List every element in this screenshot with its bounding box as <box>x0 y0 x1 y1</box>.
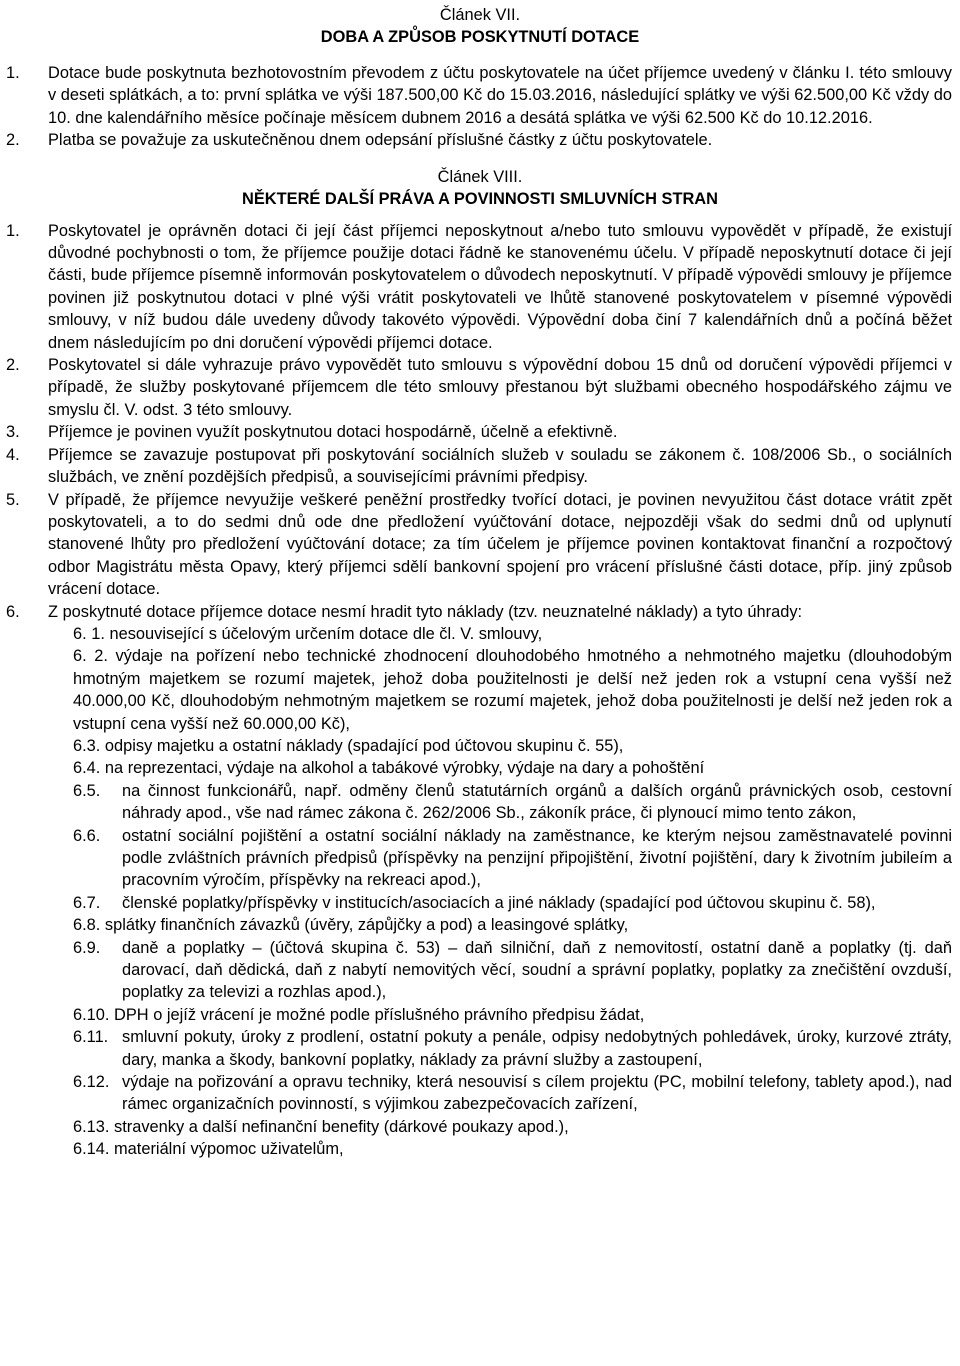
subitem-6-9 <box>0 937 960 1004</box>
item-number: 4. <box>6 445 20 464</box>
item-number: 1. <box>6 64 20 82</box>
subitem-number: 6.9. <box>73 938 101 957</box>
item-text: Příjemce je povinen využít poskytnutou dotaci hospodárně, účelně a efektivně. <box>48 423 618 442</box>
subitem-text: výdaje na pořízení nebo technické zhodnocení dlouhodobého hmotného a nehmotného majetku (dlouhodobým hmotným majetkem se rozumí majetek, jehož doba použitelnosti je delší než jeden rok a vstupní cena vyšší než 40.000,00 Kč, dlouhodobým nehmotným majetkem se rozumí majetek, jehož doba použitelnosti je delší než jeden rok a vstupní cena vyšší než 60.000,00 Kč), <box>73 647 952 733</box>
subitem-6-14 <box>0 1138 960 1160</box>
subitem-text: na činnost funkcionářů, např. odměny členů statutárních orgánů a dalších orgánů právnických osob, cestovní náhrady apod., vše nad rámec zákona č. 262/2006 Sb., zákoník práce, či plynoucí mimo tento zákon, <box>122 781 952 823</box>
article-8-item-5 <box>0 489 960 601</box>
article-8-item-2 <box>0 354 960 421</box>
item-text: V případě, že příjemce nevyužije veškeré peněžní prostředky tvořící dotaci, je povinen nevyužitou část dotace vrátit zpět poskytovateli, a to do sedmi dnů ode dne předložení vyúčtování dotace, nejpozději však do sedmi dnů od uplynutí stanovené lhůty pro předložení vyúčtování dotace; za tím účelem je příjemce povinen kontaktovat finanční a rozpočtový odbor Magistrátu města Opavy, který příjemci sdělí bankovní spojení pro vrácení příslušné části dotace, příp. jiný způsob vrácení dotace. <box>48 490 952 599</box>
item-text: Poskytovatel je oprávněn dotaci či její část příjemci neposkytnout a/nebo tuto smlouvu vypovědět v případě, že existují důvodné pochybnosti o tom, že příjemce použije dotaci řádně ke stanovenému účelu. V případě neposkytnutí dotace či její části, bude příjemce písemně informován poskytovatelem o důvodech neposkytnutí. V případě výpovědi smlouvy je příjemce povinen již poskytnutou dotaci v plné výši vrátit poskytovateli ve lhůtě stanovené poskytovatelem v písemné výpovědi smlouvy, v níž budou dále uvedeny důvody takovéto výpovědi. Výpovědní doba činí 7 kalendářních dnů a počíná běžet dnem následujícím po dni doručení výpovědi příjemci dotace. <box>48 221 952 352</box>
subitem-6-13 <box>0 1116 960 1138</box>
subitem-6-7 <box>0 892 960 914</box>
item-number: 5. <box>6 490 20 509</box>
subitem-6-4 <box>0 757 960 779</box>
item-number: 2. <box>6 131 20 150</box>
subitem-text: DPH o jejíž vrácení je možné podle příslušného právního předpisu žádat, <box>114 1005 645 1024</box>
subitem-text: výdaje na pořizování a opravu techniky, která nesouvisí s cílem projektu (PC, mobilní telefony, tablety apod.), nad rámec organizačních povinností, s výjimkou zabezpečovacích zařízení, <box>122 1073 952 1114</box>
item-text: Platba se považuje za uskutečněnou dnem odepsání příslušné částky z účtu poskytovatele. <box>48 131 713 150</box>
article-8-item-4 <box>0 444 960 489</box>
article-8-title: NĚKTERÉ DALŠÍ PRÁVA A POVINNOSTI SMLUVNÍCH STRAN <box>242 189 718 208</box>
item-number: 3. <box>6 423 20 442</box>
article-7-item-1 <box>0 62 960 129</box>
article-8-label: Článek VIII. <box>437 167 523 186</box>
subitem-6-3 <box>0 735 960 757</box>
item-text: Dotace bude poskytnuta bezhotovostním převodem z účtu poskytovatele na účet příjemce uvedený v článku I. této smlouvy v deseti splátkách, a to: první splátka ve výši 187.500,00 Kč do 15.03.2016, následující splátky ve výši 62.500,00 Kč vždy do 10. dne kalendářního měsíce počínaje měsícem dubnem 2016 a desátá splátka ve výši 62.500 Kč do 10.12.2016. <box>48 64 952 127</box>
article-8-item-3 <box>0 421 960 443</box>
subitem-6-11 <box>0 1026 960 1071</box>
subitem-text: odpisy majetku a ostatní náklady (spadající pod účtovou skupinu č. 55), <box>104 736 624 755</box>
article-7-title: DOBA A ZPŮSOB POSKYTNUTÍ DOTACE <box>320 28 640 46</box>
subitem-number: 6.6. <box>73 826 101 845</box>
subitem-text: daně a poplatky – (účtová skupina č. 53) – daň silniční, daň z nemovitostí, ostatní daně a poplatky (tj. daň darovací, daň dědická, daň z nabytí nemovitých věcí, soudní a správní poplatky, poplatky za znečištění ovzduší, poplatky za televizi a rozhlas apod.), <box>122 938 952 1002</box>
subitem-6-5 <box>0 780 960 825</box>
subitem-text: materiální výpomoc uživatelům, <box>114 1140 344 1159</box>
subitem-6-12 <box>0 1071 960 1116</box>
subitem-text: splátky finančních závazků (úvěry, zápůjčky a pod) a leasingové splátky, <box>104 916 629 935</box>
subitem-number: 6.3. <box>73 736 101 755</box>
article-7-label: Článek VII. <box>439 6 521 24</box>
subitem-number: 6.5. <box>73 781 101 800</box>
subitem-number: 6. 1. <box>73 624 105 643</box>
item-text: Z poskytnuté dotace příjemce dotace nesmí hradit tyto náklady (tzv. neuznatelné náklady) a tyto úhrady: <box>48 602 803 621</box>
item-text: Příjemce se zavazuje postupovat při poskytování sociálních služeb v souladu se zákonem č. 108/2006 Sb., o sociálních službách, ve znění pozdějších předpisů, a souvisejícími právními předpisy. <box>48 445 952 487</box>
subitem-text: členské poplatky/příspěvky v institucích/asociacích a jiné náklady (spadající pod účtovou skupinu č. 58), <box>122 893 876 912</box>
subitem-6-10 <box>0 1004 960 1026</box>
subitem-text: nesouvisející s účelovým určením dotace dle čl. V. smlouvy, <box>109 624 543 643</box>
subitem-text: stravenky a další nefinanční benefity (dárkové poukazy apod.), <box>114 1117 569 1136</box>
article-8-item-6 <box>0 601 960 623</box>
item-number: 1. <box>6 221 20 240</box>
subitem-6-2 <box>0 645 960 735</box>
item-number: 6. <box>6 602 20 621</box>
subitem-6-8 <box>0 914 960 936</box>
subitem-text: ostatní sociální pojištění a ostatní sociální náklady na zaměstnance, ke kterým nejsou zaměstnavatelé povinni podle zvláštních právních předpisů (příspěvky na penzijní připojištění, životní pojištění, dary k životním jubileím a pracovním výročím, příspěvky na rekreaci apod.), <box>122 826 952 890</box>
subitem-number: 6.14. <box>73 1140 110 1159</box>
subitem-text: smluvní pokuty, úroky z prodlení, ostatní pokuty a penále, odpisy nedobytných pohledávek, úroky, kurzové ztráty, dary, manka a škody, bankovní poplatky, náklady za právní služby a zastoupení, <box>122 1028 952 1069</box>
subitem-number: 6.7. <box>73 893 101 912</box>
subitem-number: 6. 2. <box>73 647 108 666</box>
subitem-text: na reprezentaci, výdaje na alkohol a tabákové výrobky, výdaje na dary a pohoštění <box>104 759 705 778</box>
item-number: 2. <box>6 356 20 375</box>
subitem-number: 6.8. <box>73 916 101 935</box>
article-7-item-2 <box>0 129 960 151</box>
subitem-6-1 <box>0 623 960 645</box>
subitem-number: 6.4. <box>73 759 101 778</box>
subitem-number: 6.10. <box>73 1005 110 1024</box>
subitem-number: 6.11. <box>73 1028 109 1047</box>
subitem-number: 6.12. <box>73 1073 110 1092</box>
subitem-number: 6.13. <box>73 1117 110 1136</box>
article-8-item-1 <box>0 220 960 354</box>
item-text: Poskytovatel si dále vyhrazuje právo vypovědět tuto smlouvu s výpovědní dobou 15 dnů od doručení výpovědi příjemci v případě, že služby poskytované příjemcem dle této smlouvy přestanou být službami obecného hospodářského zájmu ve smyslu čl. V. odst. 3 této smlouvy. <box>48 356 952 419</box>
subitem-6-6 <box>0 825 960 892</box>
